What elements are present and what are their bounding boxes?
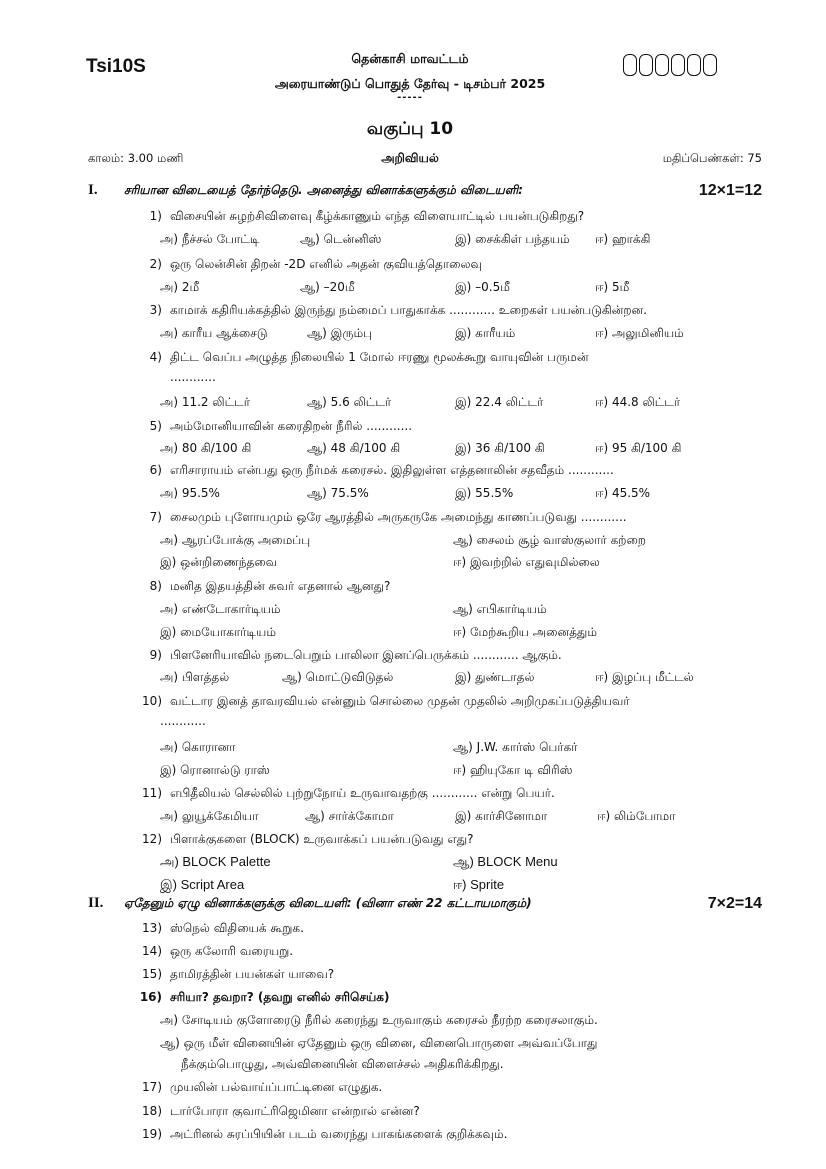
question: 3) காமாக் கதிரியக்கத்தில் இருந்து நம்மைப் பாதுகாக்க ............ உறைகள் பயன்படுகின்றன. bbox=[149, 303, 648, 317]
question: 12) பிளாக்குகளை (BLOCK) உருவாக்கப் பயன்படுவது எது? bbox=[142, 832, 474, 846]
question-text: சைலமும் புளோயமும் ஒரே ஆரத்தில் அருகருகே அமைந்து காணப்படுவது ............ bbox=[170, 510, 627, 524]
question: 6) எரிசாராயம் என்பது ஒரு நீர்மக் கரைசல். இதிலுள்ள எத்தனாலின் சதவீதம் ............ bbox=[149, 463, 614, 477]
option: ஈ) Sprite bbox=[453, 877, 505, 892]
option: அ) 2மீ bbox=[160, 280, 200, 294]
register-box bbox=[687, 54, 701, 76]
option: ஈ) ஹியுகோ டி விரிஸ் bbox=[453, 763, 573, 777]
class-heading: வகுப்பு 10 bbox=[366, 119, 454, 139]
register-box bbox=[671, 54, 685, 76]
question: 1) விசையின் சுழற்சிவிளைவு கீழ்க்காணும் எந்த விளையாட்டில் பயன்படுகிறது? bbox=[149, 209, 585, 223]
option: ஈ) அலுமினியம் bbox=[595, 326, 684, 340]
question-text: மனித இதயத்தின் சுவர் எதனால் ஆனது? bbox=[170, 579, 391, 593]
question-text: சரியா? தவறா? (தவறு எனில் சரிசெய்க) bbox=[170, 990, 390, 1004]
question-text: விசையின் சுழற்சிவிளைவு கீழ்க்காணும் எந்த விளையாட்டில் பயன்படுகிறது? bbox=[170, 209, 585, 223]
exam-duration: காலம்: 3.00 மணி bbox=[88, 151, 184, 165]
question-text: திட்ட வெப்ப அழுத்த நிலையில் 1 மோல் ஈரணு மூலக்கூறு வாயுவின் பருமன் bbox=[170, 350, 589, 364]
question-text: எபிதீலியல் செல்லில் புற்றுநோய் உருவாவதற்கு ............ என்று பெயர். bbox=[170, 786, 555, 800]
register-box bbox=[623, 54, 637, 76]
sub-question: அ) சோடியம் குளோரைடு நீரில் கரைந்து உருவாகும் கரைசல் நீரற்ற கரைசலாகும். bbox=[160, 1013, 598, 1027]
option: அ) எண்டோகார்டியம் bbox=[160, 602, 281, 616]
question-text: டார்போரா குவாட்ரிஜெமினா என்றால் என்ன? bbox=[170, 1104, 420, 1118]
option: ஆ) BLOCK Menu bbox=[453, 854, 558, 869]
question: 14) ஒரு கலோரி வரையறு. bbox=[142, 944, 294, 958]
option: ஈ) லிம்போமா bbox=[597, 809, 676, 823]
option: இ) ஒன்றிணைந்தவை bbox=[160, 555, 278, 569]
option: ஆ) டென்னிஸ் bbox=[300, 232, 382, 246]
question-text: பிளாக்குகளை (BLOCK) உருவாக்கப் பயன்படுவது எது? bbox=[170, 832, 474, 846]
section-marks: 12×1=12 bbox=[698, 182, 762, 199]
option: இ) –0.5மீ bbox=[455, 280, 510, 294]
register-box bbox=[703, 54, 717, 76]
option: இ) சைக்கிள் பந்தயம் bbox=[455, 232, 570, 246]
question: 8) மனித இதயத்தின் சுவர் எதனால் ஆனது? bbox=[149, 579, 391, 593]
option: இ) ரொனால்டு ராஸ் bbox=[160, 763, 270, 777]
question-text: வட்டார இனத் தாவரவியல் என்னும் சொல்லை முதன் முதலில் அறிமுகப்படுத்தியவர் bbox=[170, 694, 630, 708]
option: அ) ஆரப்போக்கு அமைப்பு bbox=[160, 533, 311, 547]
max-marks: மதிப்பெண்கள்: 75 bbox=[662, 151, 762, 165]
question: 17) முயலின் பல்வாய்ப்பாட்டினை எழுதுக. bbox=[142, 1080, 383, 1094]
question: 11) எபிதீலியல் செல்லில் புற்றுநோய் உருவாவதற்கு ............ என்று பெயர். bbox=[142, 786, 555, 800]
question: 13) ஸ்நெல் விதியைக் கூறுக. bbox=[142, 921, 304, 935]
question: 19) அட்ரினல் சுரப்பியின் படம் வரைந்து பாகங்களைக் குறிக்கவும். bbox=[142, 1127, 508, 1141]
option: அ) லுயூக்கேமியா bbox=[160, 809, 259, 823]
option: அ) BLOCK Palette bbox=[160, 854, 271, 869]
question-text: பிளனேரியாவில் நடைபெறும் பாலிலா இனப்பெருக்கம் ............ ஆகும். bbox=[170, 648, 562, 662]
option: ஈ) ஹாக்கி bbox=[595, 232, 651, 246]
option: இ) மையோகார்டியம் bbox=[160, 625, 276, 639]
option: ஆ) சார்க்கோமா bbox=[305, 809, 394, 823]
option: இ) காரீயம் bbox=[455, 326, 516, 340]
option: இ) 36 கி/100 கி bbox=[455, 441, 545, 455]
exam-heading: அரையாண்டுப் பொதுத் தேர்வு - டிசம்பர் 2025 bbox=[274, 76, 546, 91]
section-instruction: சரியான விடையைத் தேர்ந்தெடு. அனைத்து வினாக்களுக்கும் விடையளி: bbox=[124, 183, 523, 197]
question-blank: ............ bbox=[170, 370, 216, 384]
option: அ) பிளத்தல் bbox=[160, 670, 230, 684]
question-text: ஒரு லென்சின் திறன் -2D எனில் அதன் குவியத்தொலைவு bbox=[170, 257, 482, 271]
option: இ) துண்டாதல் bbox=[455, 670, 535, 684]
question-text: ஸ்நெல் விதியைக் கூறுக. bbox=[170, 921, 304, 935]
sub-question: ஆ) ஒரு மீள் வினையின் ஏதேனும் ஒரு வினை, வினைபொருளை அவ்வப்போது bbox=[160, 1036, 598, 1050]
option: அ) 95.5% bbox=[160, 486, 220, 500]
option: ஆ) 48 கி/100 கி bbox=[307, 441, 401, 455]
district-heading: தென்காசி மாவட்டம் bbox=[351, 51, 469, 66]
option: ஆ) 75.5% bbox=[307, 486, 369, 500]
question-text: ஒரு கலோரி வரையறு. bbox=[170, 944, 294, 958]
option: ஆ) எபிகார்டியம் bbox=[453, 602, 547, 616]
option: அ) 11.2 லிட்டர் bbox=[160, 395, 250, 409]
section-number: I. bbox=[88, 182, 98, 198]
option: இ) கார்சினோமா bbox=[455, 809, 548, 823]
subject-heading: அறிவியல் bbox=[381, 151, 439, 165]
question: 5) அம்மோனியாவின் கரைதிறன் நீரில் ............ bbox=[149, 419, 413, 433]
question-text: எரிசாராயம் என்பது ஒரு நீர்மக் கரைசல். இதிலுள்ள எத்தனாலின் சதவீதம் ............ bbox=[170, 463, 614, 477]
question: 7) சைலமும் புளோயமும் ஒரே ஆரத்தில் அருகருகே அமைந்து காணப்படுவது ............ bbox=[149, 510, 627, 524]
question: 10) வட்டார இனத் தாவரவியல் என்னும் சொல்லை முதன் முதலில் அறிமுகப்படுத்தியவர் bbox=[142, 694, 630, 708]
question-text: அம்மோனியாவின் கரைதிறன் நீரில் ............ bbox=[170, 419, 413, 433]
register-number-boxes bbox=[623, 54, 719, 76]
register-box bbox=[655, 54, 669, 76]
option: அ) கொரானா bbox=[160, 740, 236, 754]
option: ஈ) இவற்றில் எதுவுமில்லை bbox=[453, 555, 600, 569]
option: ஆ) சைலம் சூழ் வாஸ்குலார் கற்றை bbox=[453, 533, 646, 547]
question-blank: ............ bbox=[160, 714, 206, 728]
question-text: முயலின் பல்வாய்ப்பாட்டினை எழுதுக. bbox=[170, 1080, 383, 1094]
option: ஆ) இரும்பு bbox=[307, 326, 373, 340]
question: 2) ஒரு லென்சின் திறன் -2D எனில் அதன் குவியத்தொலைவு bbox=[149, 257, 482, 271]
question: 15) தாமிரத்தின் பயன்கள் யாவை? bbox=[142, 967, 335, 981]
option: ஈ) 95 கி/100 கி bbox=[595, 441, 682, 455]
question-text: தாமிரத்தின் பயன்கள் யாவை? bbox=[170, 967, 335, 981]
option: ஈ) 5மீ bbox=[595, 280, 630, 294]
section-marks: 7×2=14 bbox=[707, 895, 762, 912]
option: ஈ) இழப்பு மீட்டல் bbox=[595, 670, 694, 684]
question-text: அட்ரினல் சுரப்பியின் படம் வரைந்து பாகங்களைக் குறிக்கவும். bbox=[170, 1127, 508, 1141]
question-text: காமாக் கதிரியக்கத்தில் இருந்து நம்மைப் பாதுகாக்க ............ உறைகள் பயன்படுகின்றன. bbox=[170, 303, 648, 317]
question: 18) டார்போரா குவாட்ரிஜெமினா என்றால் என்ன? bbox=[142, 1104, 420, 1118]
option: ஆ) J.W. கார்ஸ் பெர்கர் bbox=[453, 740, 578, 754]
option: ஈ) மேற்கூறிய அனைத்தும் bbox=[453, 625, 597, 639]
option: இ) Script Area bbox=[160, 877, 245, 892]
option: இ) 55.5% bbox=[455, 486, 514, 500]
option: அ) நீச்சல் போட்டி bbox=[160, 232, 260, 246]
question: 16) சரியா? தவறா? (தவறு எனில் சரிசெய்க) bbox=[139, 990, 390, 1004]
sub-question-continued: நீக்கும்பொழுது, அவ்வினையின் விளைச்சல் அதிகரிக்கிறது. bbox=[181, 1057, 504, 1071]
option: அ) காரீய ஆக்சைடு bbox=[160, 326, 268, 340]
option: ஆ) 5.6 லிட்டர் bbox=[307, 395, 392, 409]
paper-code: Tsi10S bbox=[86, 56, 146, 77]
heading-divider: ----- bbox=[397, 92, 423, 103]
question: 4) திட்ட வெப்ப அழுத்த நிலையில் 1 மோல் ஈரணு மூலக்கூறு வாயுவின் பருமன் bbox=[149, 350, 589, 364]
register-box bbox=[639, 54, 653, 76]
question: 9) பிளனேரியாவில் நடைபெறும் பாலிலா இனப்பெருக்கம் ............ ஆகும். bbox=[149, 648, 562, 662]
option: அ) 80 கி/100 கி bbox=[160, 441, 252, 455]
option: இ) 22.4 லிட்டர் bbox=[455, 395, 544, 409]
option: ஆ) –20மீ bbox=[300, 280, 355, 294]
option: ஈ) 45.5% bbox=[595, 486, 651, 500]
option: ஆ) மொட்டுவிடுதல் bbox=[282, 670, 394, 684]
section-instruction: ஏதேனும் ஏழு வினாக்களுக்கு விடையளி: (வினா எண் 22 கட்டாயமாகும்) bbox=[124, 896, 532, 910]
option: ஈ) 44.8 லிட்டர் bbox=[595, 395, 681, 409]
section-number: II. bbox=[88, 895, 104, 911]
